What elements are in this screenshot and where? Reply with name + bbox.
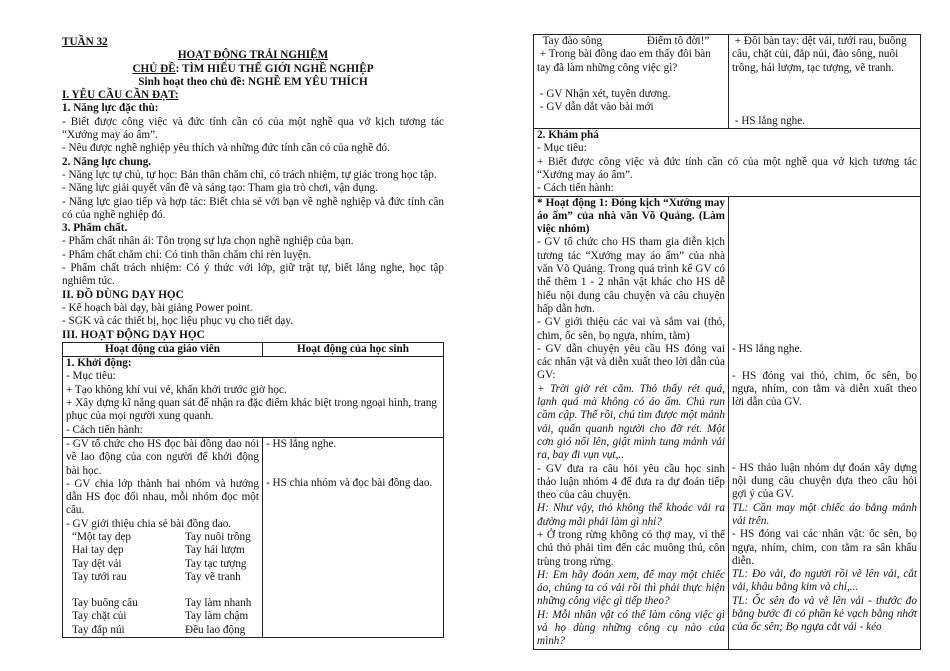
subtopic: Sinh hoạt theo chủ đề: NGHỀ EM YÊU THÍCH: [138, 75, 368, 88]
student-text: - HS chia nhóm và đọc bài đồng dao.: [266, 477, 433, 490]
right-column: [533, 34, 921, 650]
s1-h1: 1. Năng lực đặc thù:: [62, 102, 159, 115]
title-main: HOẠT ĐỘNG TRẢI NGHIỆM: [177, 49, 329, 62]
student-cell: [263, 437, 444, 637]
warmup-line: - Mục tiêu:: [66, 370, 116, 383]
explore-line: - Mục tiêu:: [537, 142, 587, 155]
col-student-header: Hoạt động của học sinh: [263, 342, 444, 356]
story-text: + Trời giờ rét căm. Thỏ thấy rét quá, lạnh quá mà không có áo ấm. Chú run cầm cập. Thế rồi, chú tìm được một mảnh vải, quấn quanh người cho đỡ rét. Một cơn gió nổi lên, giật mình tung mảnh vải ra, bay đi vụn vụt,..: [537, 382, 725, 462]
table-row: [63, 437, 444, 637]
topic-value: : TÌM HIỂU THẾ GIỚI NGHỀ NGHIỆP: [175, 62, 374, 75]
poem-gap: [66, 584, 259, 597]
teacher-text: - GV giới thiệu chia sẻ bài đồng dao.: [66, 517, 232, 530]
warmup-line: + Xây dựng kĩ năng quan sát để nhận ra đặc điểm khác biệt trong ngoại hình, trang phục của mọi người xung quanh.: [66, 397, 437, 423]
s1-h3: 3. Phẩm chất.: [62, 222, 128, 235]
s1-h3-line: - Phẩm chất trách nhiệm: Có ý thức với lớp, giữ trật tự, biết lắng nghe, học tập nghiêm túc.: [62, 262, 444, 288]
answer-text: TL: Ốc sên đo và vẽ lên vải - thước đo bằng bước đi có phần kẻ vạch bằng nhớt của ốc sên; Bọ ngựa cắt vải - kéo: [732, 594, 917, 634]
s1-h2-line: - Năng lực tự chủ, tự học: Bản thân chăm chỉ, có trách nhiệm, tự giác trong học tập.: [62, 168, 437, 181]
left-column: [62, 36, 444, 638]
topic-line: [62, 63, 444, 76]
activity-table-left: [62, 342, 444, 638]
s1-h3-line: - Phẩm chất chăm chỉ: Có tinh thần chăm chỉ rèn luyện.: [62, 248, 312, 261]
teacher-text: - GV dẫn chuyện yêu cầu HS đóng vai các nhân vật và diễn xuất theo lời dẫn của GV:: [537, 342, 725, 382]
warmup-cell: [63, 357, 444, 438]
explore-title: 2. Khám phá: [537, 129, 599, 142]
poem-line: [66, 597, 259, 610]
teacher-text: - GV tổ chức cho HS tham gia diễn kịch tương tác “Xướng may áo ấm” của nhà văn Võ Quảng. Trong quá trình kể GV có thể thêm 1 - 2 nhân vật khác cho HS dễ hiểu nội dung câu chuyện và câu chuyện hấp dẫn hơn.: [537, 236, 725, 315]
warmup-title: 1. Khởi động:: [66, 357, 132, 370]
poem-right: Tay làm chậm: [185, 610, 249, 623]
poem-right: Tay nuôi trồng: [185, 530, 251, 543]
poem-left: Tay tưới rau: [72, 570, 127, 583]
poem-right: Tay làm nhanh: [185, 597, 252, 610]
poem-left: Tay chặt củi: [72, 610, 127, 623]
warmup-line: + Tạo không khí vui vẻ, khấn khởi trước giờ học.: [66, 383, 287, 396]
question-text: H: Như vậy, thỏ không thể khoác vải ra đường mãi phải làm gì nhỉ?: [537, 502, 725, 528]
poem-line: [66, 610, 259, 623]
student-text: - HS thảo luận nhóm dự đoán xây dựng nội dung câu chuyện dựa theo câu hỏi gợi ý của GV.: [732, 461, 917, 501]
s1-h1-line: - Biết được công việc và đức tính cần có của một nghề qua vở kịch tương tác “Xướng may áo ấm”.: [62, 115, 444, 142]
s2-line: - Kế hoạch bài dạy, bài giảng Power point.: [62, 301, 253, 314]
poem-left: Tay đắp núi: [72, 623, 125, 636]
poem-right: Đều lao động: [185, 623, 246, 636]
explore-cell: [534, 129, 921, 196]
table-row: [534, 196, 921, 649]
answer-text: TL: Cần may một chiếc áo bằng mảnh vải trên.: [732, 501, 917, 527]
table-row: [534, 35, 921, 129]
activity1-title: * Hoạt động 1: Đóng kịch “Xướng may áo ấm” của nhà văn Võ Quảng. (Làm việc nhóm): [537, 196, 725, 236]
student-text: - HS đóng vai thỏ, chim, ốc sên, bọ ngựa, nhím, con tằm và diễn xuất theo lời dẫn của GV.: [732, 369, 917, 409]
explore-line: + Biết được công việc và đức tính cần có của một nghề qua vở kịch tương tác “Xướng may áo ấm”.: [537, 155, 917, 181]
s1-h1-line: - Nêu được nghề nghiệp yêu thích và những đức tính cần có của nghề đó.: [62, 142, 390, 155]
poem-line: [66, 544, 259, 557]
student-cell: [729, 196, 921, 649]
week-label: TUẦN 32: [62, 36, 108, 48]
topic-label: CHỦ ĐỀ: [132, 62, 176, 75]
explore-line: - Cách tiến hành:: [537, 182, 614, 195]
section3-heading: III. HOẠT ĐỘNG DẠY HỌC: [62, 328, 205, 341]
question-text: H: Em hãy đoán xem, để may một chiếc áo, chúng ta có vải rồi thì phải thực hiện những công việc gì tiếp theo?: [537, 568, 725, 608]
col-teacher-header: Hoạt động của giáo viên: [63, 342, 263, 356]
teacher-text: - GV chia lớp thành hai nhóm và hướng dẫn HS đọc đối nhau, mỗi nhóm đọc một câu.: [66, 477, 259, 517]
poem-left: Tay buông câu: [72, 597, 138, 610]
teacher-cell: [63, 437, 263, 637]
poem-right: Tay hái lượm: [185, 544, 245, 557]
poem-line: [66, 624, 259, 637]
poem-left: Hai tay dẹp: [72, 544, 124, 557]
teacher-text: + Ở trong rừng không có thợ may, vì thế chú thỏ phải tìm đến các muông thú, côn trùng trong rừng.: [537, 528, 725, 568]
question-text: H: Mỗi nhân vật có thể làm công việc gì và họ dùng những công cụ nào của mình?: [537, 608, 725, 648]
poem-left: Tay dệt vải: [72, 557, 122, 570]
teacher-text: - GV tổ chức cho HS đọc bài đồng dao nói về lao động của con người để khởi động bài học.: [66, 437, 259, 477]
poem-line: [66, 531, 259, 544]
section1-heading: I. YÊU CẦU CẦN ĐẠT:: [62, 89, 179, 102]
poem-left: “Một tay dẹp: [72, 530, 132, 543]
s1-h3-line: - Phẩm chất nhân ái: Tôn trọng sự lựa chọn nghề nghiệp của bạn.: [62, 235, 354, 248]
poem-right: Tay vẽ tranh: [185, 570, 241, 583]
teacher-cell: [534, 196, 729, 649]
poem-right: Tay tạc tượng: [185, 557, 247, 570]
poem-line: [66, 571, 259, 584]
s1-h2-line: - Năng lực giao tiếp và hợp tác: Biết chia sẻ với bạn về nghề nghiệp và đức tính cần có của nghề nghiệp đó.: [62, 195, 444, 221]
s2-line: - SGK và các thiết bị, học liệu phục vụ cho tiết dạy.: [62, 315, 294, 328]
teacher-text: - GV giới thiệu các vai và sắm vai (thỏ, chim, ốc sên, bọ ngựa, nhím, tằm): [537, 316, 725, 342]
student-text: - HS đóng vai các nhân vật: ốc sên, bọ ngựa, nhím, chim, con tằm ra sân khấu diễn.: [732, 528, 917, 567]
student-text: - HS lắng nghe.: [266, 437, 337, 450]
poem-line: [66, 558, 259, 571]
s1-h2-line: - Năng lực giải quyết vấn đề và sáng tạo: Tham gia trò chơi, vận dụng.: [62, 182, 378, 195]
teacher-text: - GV đưa ra câu hỏi yêu cầu học sinh thảo luận nhóm 4 để đưa ra dự đoán tiếp theo của câu chuyện.: [537, 462, 725, 502]
student-cell: + Đôi bàn tay: dệt vải, tưới rau, buông câu, chặt củi, đắp núi, đào sông, nuôi trồng, hái lượm, tạc tượng, vẽ tranh. - HS lắng nghe.: [729, 35, 921, 129]
student-text: - HS lắng nghe.: [732, 342, 803, 355]
activity-table-right: [533, 34, 921, 650]
s1-h2: 2. Năng lực chung.: [62, 155, 152, 168]
poem: [66, 531, 259, 637]
teacher-cell: Tay đào sông Điểm tô đời!” + Trong bài đồng dao em thấy đôi bàn tay đã làm những công việc gì? - GV Nhận xét, tuyên dương. - GV dẫn dắt vào bài mới: [534, 35, 729, 129]
warmup-line: - Cách tiến hành:: [66, 423, 143, 436]
section2-heading: II. ĐỒ DÙNG DẠY HỌC: [62, 288, 184, 301]
answer-text: TL: Đo vải, đo người rồi vẽ lên vải, cắt vải, khâu bằng kim và chỉ,...: [732, 568, 917, 594]
